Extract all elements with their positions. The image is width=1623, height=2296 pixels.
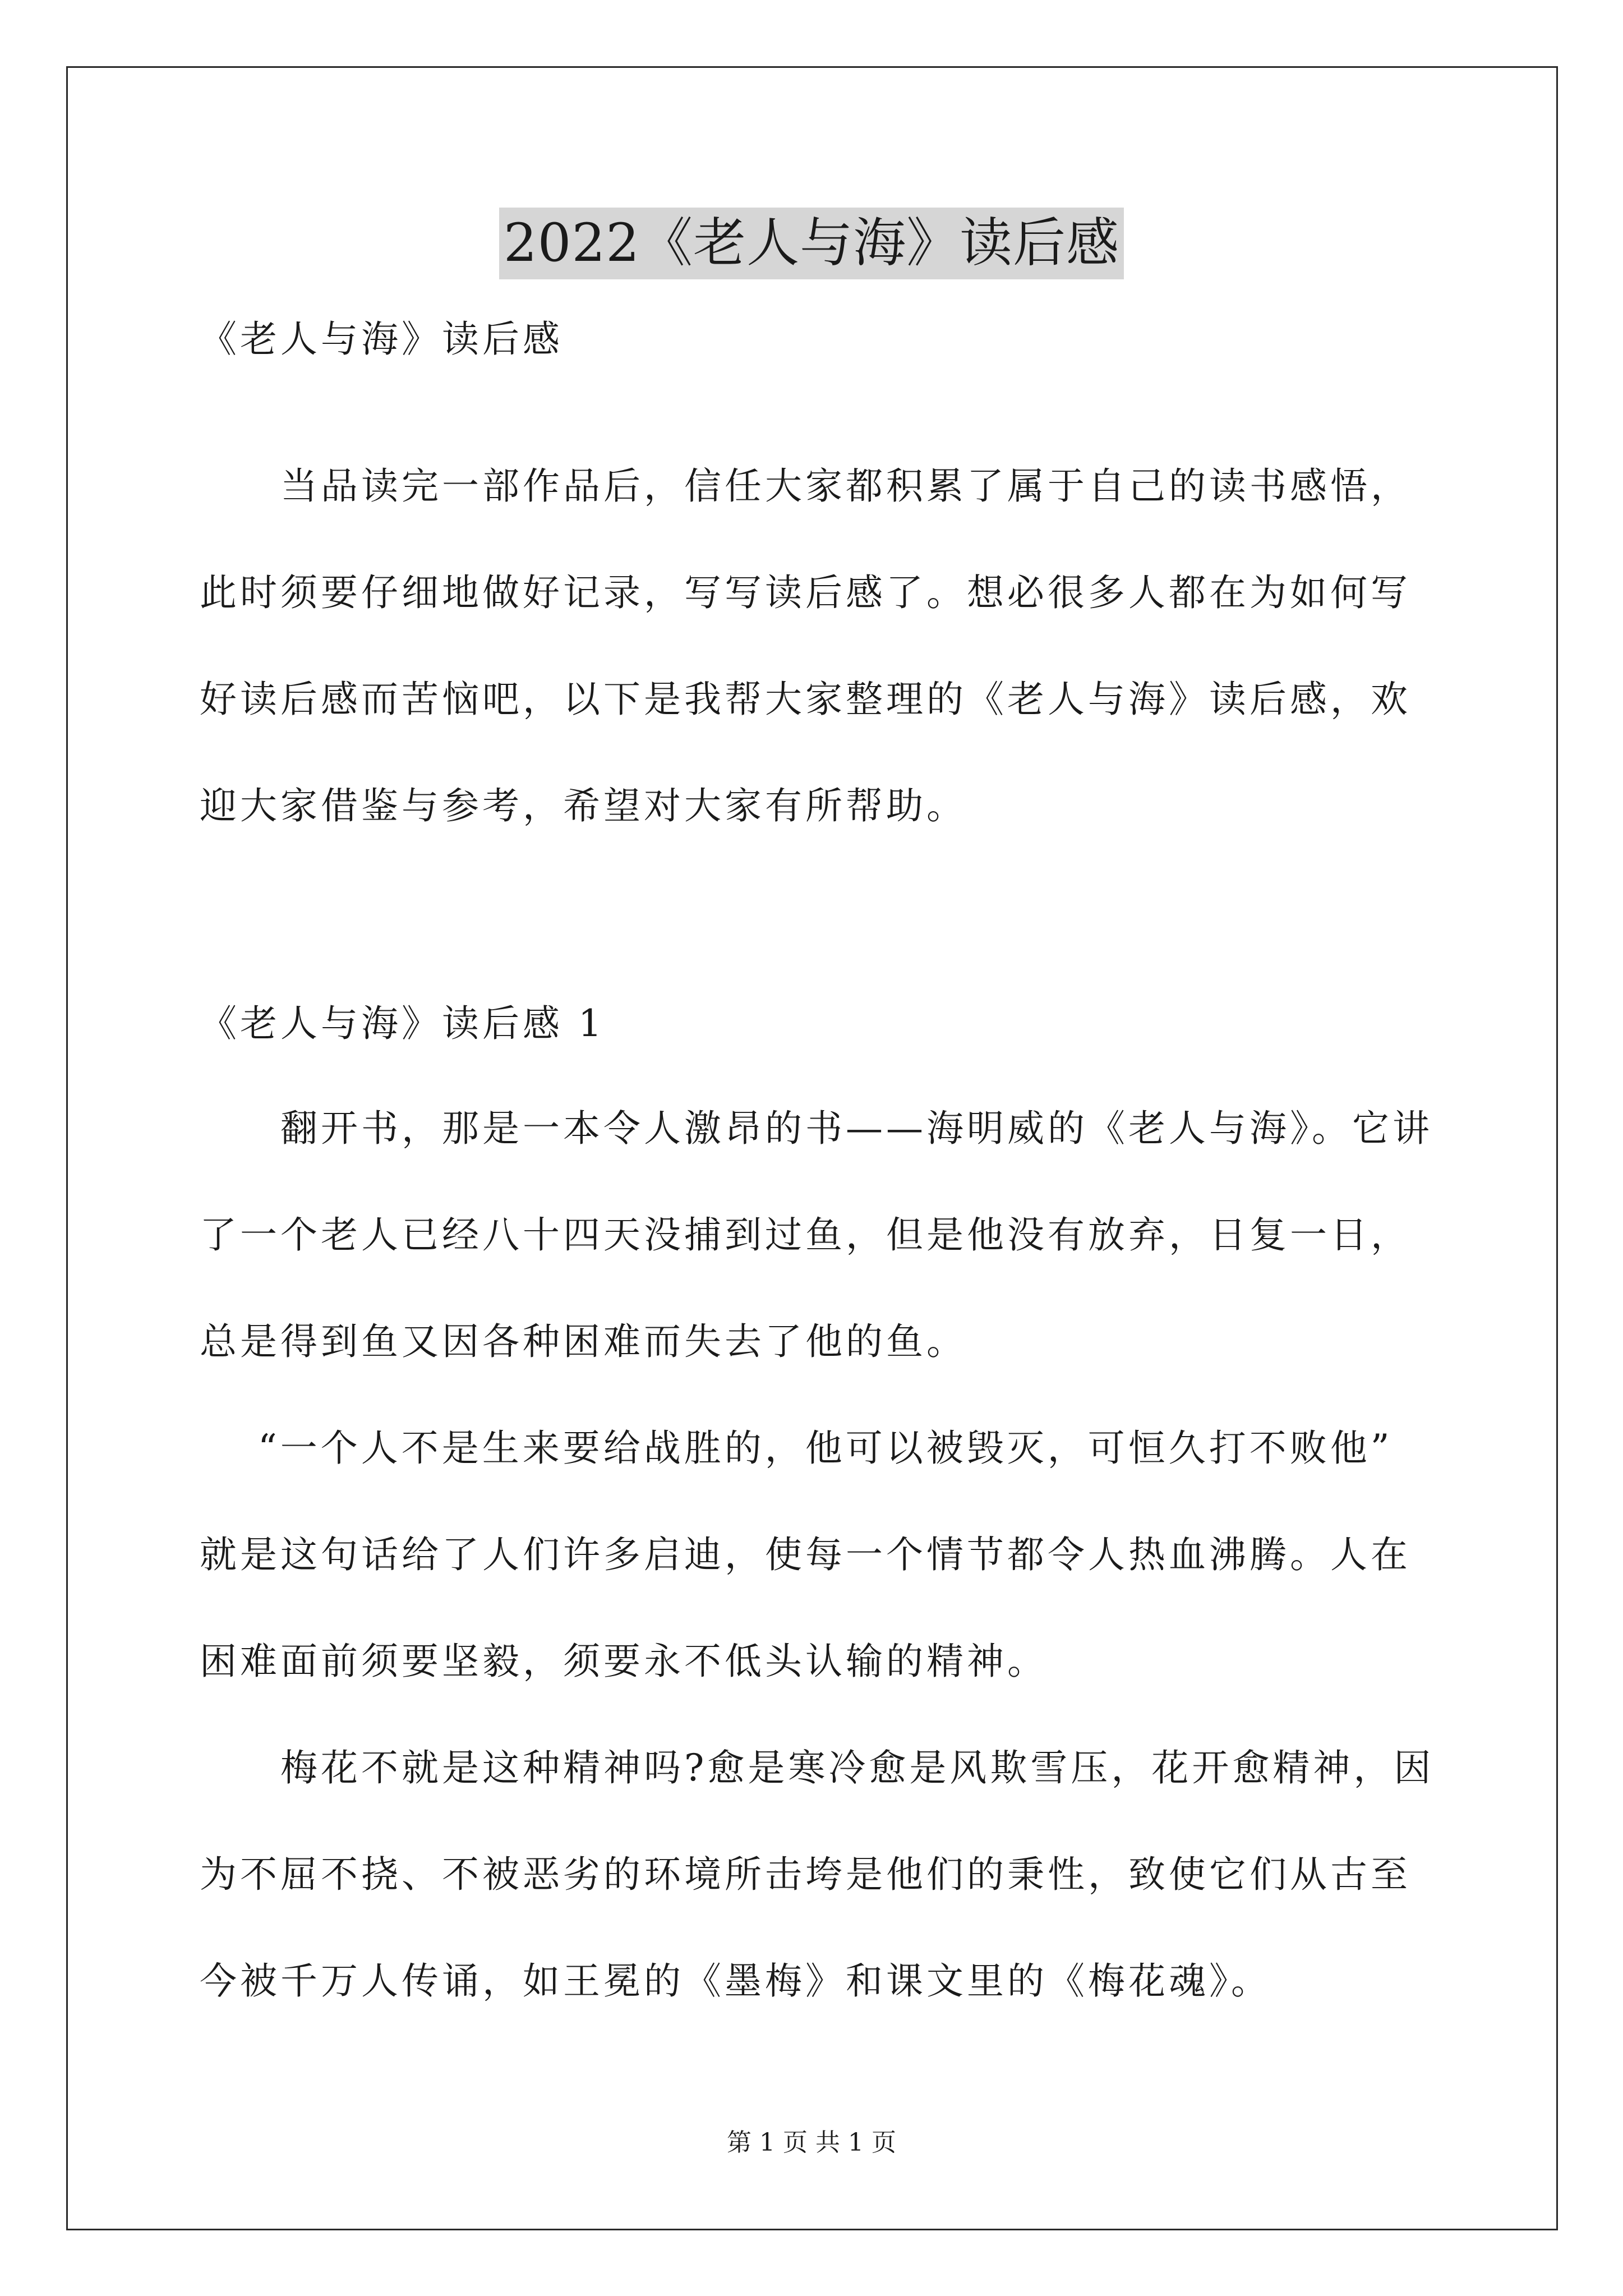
para1-line: 了一个老人已经八十四天没捕到过鱼，但是他没有放弃，日复一日， — [200, 1213, 1411, 1257]
para3-line: 为不屈不挠、不被恶劣的环境所击垮是他们的秉性，致使它们从古至 — [200, 1853, 1411, 1896]
intro-line: 迎大家借鉴与参考，希望对大家有所帮助。 — [200, 784, 967, 827]
para2-line: 困难面前须要坚毅，须要永不低头认输的精神。 — [200, 1640, 1048, 1683]
para2-line: “一个人不是生来要给战胜的，他可以被毁灭，可恒久打不败他” — [258, 1427, 1393, 1470]
title-container — [0, 208, 1623, 279]
para3-line: 今被千万人传诵，如王冕的《墨梅》和课文里的《梅花魂》。 — [200, 1959, 1271, 2003]
section-heading: 《老人与海》读后感 1 — [200, 1002, 605, 1045]
intro-line: 好读后感而苦恼吧，以下是我帮大家整理的《老人与海》读后感，欢 — [200, 678, 1411, 721]
intro-line: 此时须要仔细地做好记录，写写读后感了。想必很多人都在为如何写 — [200, 571, 1411, 614]
para3-line: 梅花不就是这种精神吗?愈是寒冷愈是风欺雪压，花开愈精神，因 — [280, 1746, 1435, 1789]
document-title: 2022《老人与海》读后感 — [499, 208, 1124, 279]
subtitle: 《老人与海》读后感 — [200, 318, 563, 361]
intro-line: 当品读完一部作品后，信任大家都积累了属于自己的读书感悟， — [280, 464, 1411, 508]
para2-line: 就是这句话给了人们许多启迪，使每一个情节都令人热血沸腾。人在 — [200, 1533, 1411, 1576]
para1-line: 翻开书，那是一本令人激昂的书——海明威的《老人与海》。它讲 — [280, 1107, 1433, 1150]
para1-line: 总是得到鱼又因各种困难而失去了他的鱼。 — [200, 1320, 967, 1363]
page-footer: 第 1 页 共 1 页 — [727, 2128, 896, 2157]
